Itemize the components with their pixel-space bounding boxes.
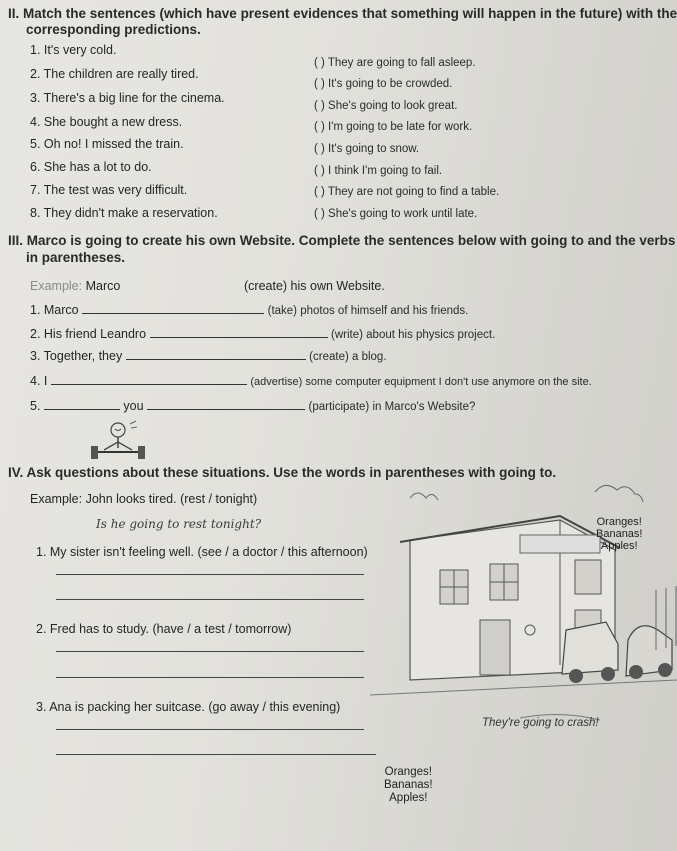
match-left-8: 8. They didn't make a reservation. [30,206,218,220]
s3-item-4-pre: 4. I [30,374,48,388]
s3-item-5-blank-b[interactable] [147,397,305,410]
s3-item-5-pre: 5. [30,399,41,413]
s4-item-3-answer-line-1[interactable] [56,729,364,730]
s3-item-4-post: (advertise) some computer equipment I don't use anymore on the site. [250,376,592,388]
s4-item-2-answer-line-2[interactable] [56,677,364,678]
section4-heading: IV. Ask questions about these situations. Use the words in parentheses with going to. [8,465,557,480]
s3-item-2-post: (write) about his physics project. [331,329,496,341]
s3-item-5-mid: you [123,399,144,413]
match-left-7: 7. The test was very difficult. [30,183,188,197]
s3-item-4-blank[interactable] [51,372,247,385]
s4-item-1-answer-line-1[interactable] [56,574,364,575]
bubble-top-line-3: Apples! [600,540,638,552]
s3-item-2-blank[interactable] [150,325,328,338]
match-right-4[interactable]: ( ) I'm going to be late for work. [314,121,473,133]
bubble-bottom-line-1: Oranges! [384,766,432,778]
s4-item-2: 2. Fred has to study. (have / a test / tomorrow) [36,622,292,636]
s3-item-3-post: (create) a blog. [309,351,387,363]
match-right-3[interactable]: ( ) She's going to look great. [314,100,458,112]
match-right-1[interactable]: ( ) They are going to fall asleep. [314,57,476,69]
match-right-8[interactable]: ( ) She's going to work until late. [314,208,478,220]
s3-item-5 [30,397,475,413]
s3-item-1 [30,301,468,317]
match-right-2[interactable]: ( ) It's going to be crowded. [314,78,453,90]
s4-item-3-answer-line-2[interactable] [56,754,376,755]
bubble-bottom-line-2: Bananas! [384,779,433,791]
s3-item-1-pre: 1. Marco [30,303,79,317]
match-right-6[interactable]: ( ) I think I'm going to fail. [314,165,443,177]
s3-item-2 [30,325,495,341]
match-right-7[interactable]: ( ) They are not going to find a table. [314,186,500,198]
s4-item-3: 3. Ana is packing her suitcase. (go away / this evening) [36,700,341,714]
match-left-1: 1. It's very cold. [30,43,117,57]
s3-item-3 [30,347,387,363]
bubble-bottom-line-3: Apples! [389,792,428,804]
s3-item-1-post: (take) photos of himself and his friends. [267,305,469,317]
s3-item-1-blank[interactable] [82,301,264,314]
section4-example: Example: John looks tired. (rest / tonight) [30,492,258,506]
example-subject: Marco [85,279,121,293]
s3-item-2-pre: 2. His friend Leandro [30,327,147,341]
bubble-top-line-1: Oranges! [596,516,642,528]
example-rest: (create) his own Website. [244,279,385,293]
match-left-5: 5. Oh no! I missed the train. [30,137,184,151]
s3-item-3-pre: 3. Together, they [30,349,123,363]
s3-item-4 [30,372,592,388]
bubble-top [596,516,642,552]
section2-heading-cont: corresponding predictions. [26,22,201,37]
s3-item-3-blank[interactable] [126,347,306,360]
section3-heading-cont: in parentheses. [26,250,126,265]
match-left-6: 6. She has a lot to do. [30,160,152,174]
s4-item-2-answer-line-1[interactable] [56,651,364,652]
crash-caption: They're going to crash! [482,717,599,729]
s4-item-1: 1. My sister isn't feeling well. (see / a doctor / this afternoon) [36,545,368,559]
match-left-2: 2. The children are really tired. [30,67,199,81]
section3-example [30,279,120,293]
match-left-4: 4. She bought a new dress. [30,115,183,129]
section2-heading: II. Match the sentences (which have present evidences that something will happen in the future) with the [8,6,677,21]
bubble-top-line-2: Bananas! [596,528,643,540]
s3-item-5-post: (participate) in Marco's Website? [308,401,476,413]
s4-item-1-answer-line-2[interactable] [56,599,364,600]
bubble-bottom [384,766,433,805]
match-left-3: 3. There's a big line for the cinema. [30,91,225,105]
match-right-5[interactable]: ( ) It's going to snow. [314,143,420,155]
section3-heading: III. Marco is going to create his own Website. Complete the sentences below with going to and the verbs [8,233,676,248]
weightlifter-illustration [88,418,148,464]
s3-item-5-blank-a[interactable] [44,397,120,410]
section4-example-answer: Is he going to rest tonight? [96,517,262,531]
example-label: Example: [30,279,83,293]
